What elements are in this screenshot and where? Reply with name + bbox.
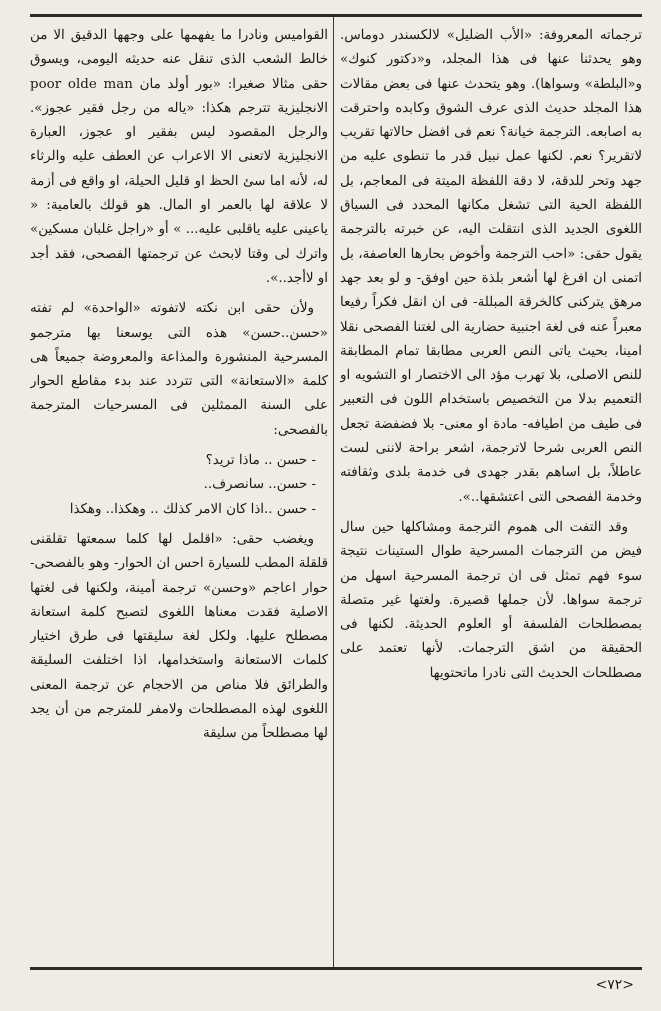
paragraph: ولأن حقى ابن نكته لاتفوته «الواحدة» لم تفته «حسن..حسن» هذه التى يوسعنا بها مترجمو المسرحية المنشورة والمذاعة والمعروضة جميعاً هى كلمة «الاستعانة» التى تتردد عند بدء مقاطع الحوار على السنة الممثلين فى المسرحيات المترجمة بالفصحى: [30, 301, 328, 438]
dialog-line: - حسن .. ماذا تريد؟ [205, 453, 316, 469]
bottom-rule [30, 967, 642, 970]
paragraph: وقد التفت الى هموم الترجمة ومشاكلها حين سال فيض من الترجمات المسرحية طوال الستينات نتيجة سوء فهم تمثل فى ان ترجمة المسرحية اسهل من ترجمة سواها. لأن جملها قصيرة. ولغتها غير متصلة بمصطلحات الفلسفة أو العلوم الحديثة. لكنها فى الحقيقة من اشق الترجمات. لأنها تعتمد على مصطلحات الحديث التى نادرا ماتحتويها [340, 519, 642, 681]
dialog-line: - حسن.. سانصرف.. [203, 477, 316, 493]
column-separator [333, 17, 334, 967]
left-column [30, 24, 328, 960]
paragraph: ترجماته المعروفة: «الأب الضليل» لالكسندر دوماس. وهو يحدثنا عنها فى هذا المجلد، و«دكتور كنوك» و«البلطة» وسواها). وهو يتحدث عنها فى بعض مقالات هذا المجلد حديث الذى عرف الشوق وكابده واحترقت به اصابعه. الترجمة خيانة؟ نعم فى افضل حالاتها تقريب لاتقرير؟ نعم. لكنها عمل نبيل قدر ما تنطوى عليه من جهد وتحر للدقة، لا دقة اللفظة الميتة فى المعاجم، بل اللفظة الحية التى تشغل مكانها المحدد فى السياق اللغوى الجديد الذى انتقلت اليه، عن خبرته بالترجمة يقول حقى: «احب الترجمة وأخوض بحارها العاصفة، بل اتمنى ان افرغ لها أشعر بلذة حين اوفق- و لو بعد جهد مرهق يتركنى كالخرقة المبللة- فى ان انقل فكراً رفيعا معبراً عنه فى لغة اجنبية حضارية الى لغتنا الفصحى نقلا امينا، بحيث ياتى النص العربى مطابقا تمام المطابقة للنص الاصلى، بلا تهرب مؤد الى الاختصار او التشويه او التعميم بدلا من التخصيص باستخدام اللون فى التعبير فى طيف من اطيافه- مادة او معنى- بلا فضفضة تجعل النص العربى شرحا لاترجمة، اشعر براحة لاننى لست عاطلاً، بل اساهم بقدر جهدى فى خدمة بلدى وثقافته وخدمة الفصحى التى اعتشقها..». [340, 28, 642, 505]
page-number: <٧٢> [595, 977, 634, 993]
paragraph: القواميس ونادرا ما يفهمها على وجهها الدقيق الا من خالط الشعب الذى تنقل عنه حديثه اليومى، ويسوق حقى مثالا صغيرا: «بور أولد مان poor olde man الانجليزية تترجم هكذا: «ياله من رجل فقير عجوز». والرجل المقصود ليس بفقير او عجوز، العبارة الانجليزية لاتعنى الا الاعراب عن العطف عليه والرثاء له، لأنه اما سئ الحظ او قليل الحيلة، او واقع فى أزمة لا علاقة لها بالعمر او المال. هو قولك بالعامية: « ياعينى عليه ياقلبى عليه... » أو «راجل غلبان مسكين» واترك لى وقتا لابحث عن ترجمتها الفصحى، فقد أجد او لاأجد..». [30, 28, 328, 286]
dialog-line: - حسن ..اذا كان الامر كذلك .. وهكذا.. وهكذا [69, 501, 316, 517]
top-rule [30, 14, 642, 17]
right-column [340, 24, 642, 960]
paragraph: ويغضب حقى: «اقلمل لها كلما سمعتها تقلقنى قلقلة المطب للسيارة احس ان الحوار- وهو بالفصحى- حوار اعاجم «وحسن» ترجمة أمينة، ولكنها فى لغتها الاصلية فقدت معناها اللغوى لتصبح كلمة استعانة مصطلح عليها. ولكل لغة سليقتها فى طرق اختيار كلمات الاستعانة واستخدامها، اذا اختلفت السليقة والطرائق فلا مناص من الاحجام عن ترجمة المعنى اللغوى لهذه المصطلحات ولامفر للمترجم من أن يجد لها مصطلحاً من سليقة [30, 531, 328, 742]
